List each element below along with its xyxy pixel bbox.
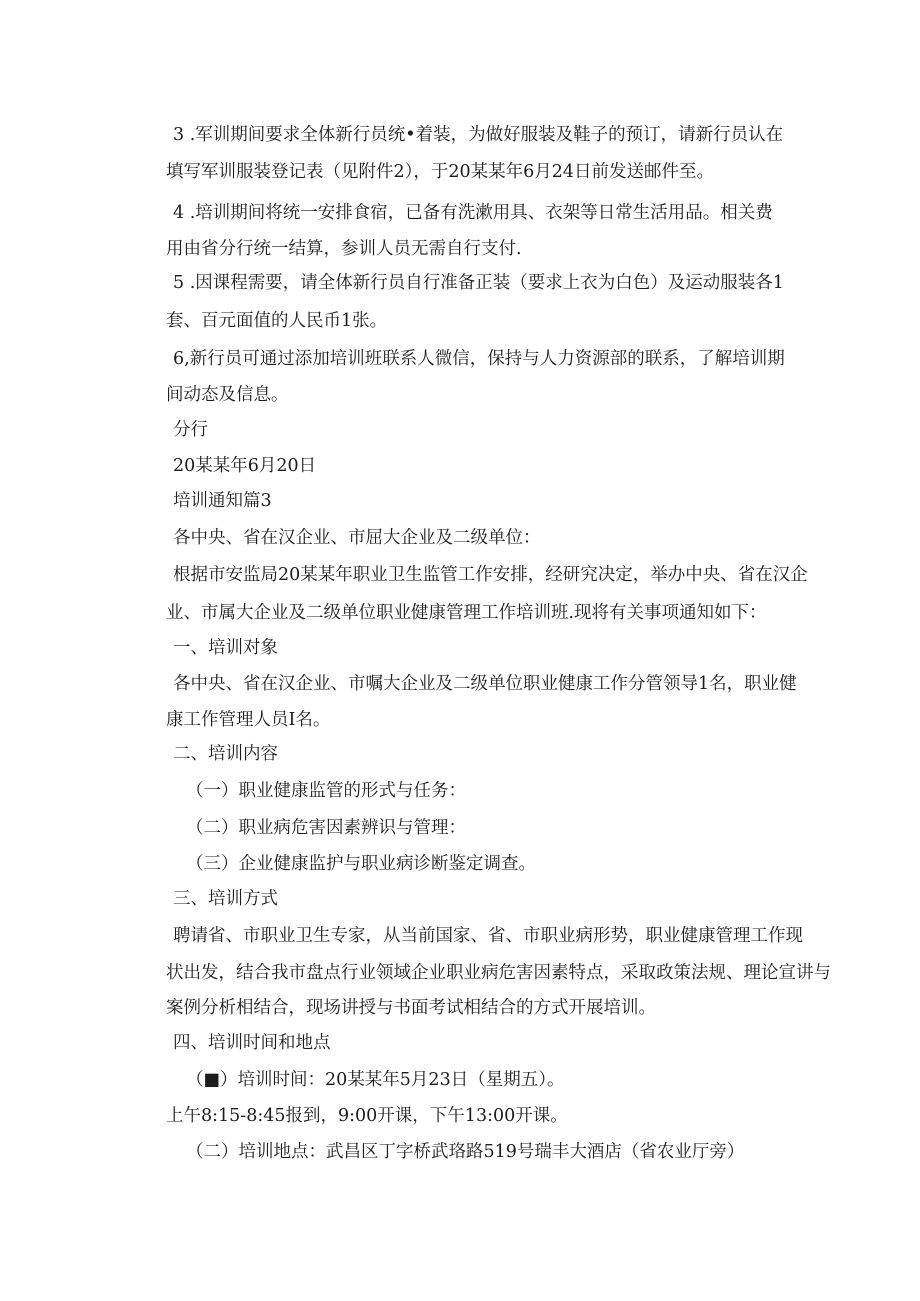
heading-line: 一、培训对象 bbox=[173, 638, 278, 658]
salutation-line: 各中央、省在汉企业、市屈大企业及二级单位： bbox=[173, 528, 541, 548]
paragraph-line: 5 .因课程需要，请全体新行员自行准备正装（要求上衣为白色）及运动服装各1 bbox=[173, 273, 784, 293]
paragraph-line: 上午8:15-8:45报到，9:00开课，下午13:00开课。 bbox=[166, 1106, 568, 1126]
paragraph-line: 间动态及信息。 bbox=[166, 385, 289, 405]
paragraph-line: 聘请省、市职业卫生专家，从当前国家、省、市职业病形势，职业健康管理工作现 bbox=[173, 926, 803, 946]
date-line: 20某某年6月20日 bbox=[173, 456, 317, 476]
heading-line: 二、培训内容 bbox=[173, 744, 278, 764]
paragraph-line: 各中央、省在汉企业、市嘱大企业及二级单位职业健康工作分管领导1名，职业健 bbox=[173, 674, 797, 694]
paragraph-line: 6,新行员可通过添加培训班联系人微信，保持与人力资源部的联系，了解培训期 bbox=[173, 349, 785, 369]
list-item: （■）培训时间：20某某年5月23日（星期五）。 bbox=[186, 1070, 565, 1090]
list-item: （一）职业健康监管的形式与任务： bbox=[186, 781, 466, 801]
paragraph-line: 业、市属大企业及二级单位职业健康管理工作培训班.现将有关事项通知如下： bbox=[166, 603, 767, 623]
paragraph-line: 套、百元面值的人民币1张。 bbox=[166, 311, 388, 331]
paragraph-line: 案例分析相结合，现场讲授与书面考试相结合的方式开展培训。 bbox=[166, 998, 656, 1018]
paragraph-line: 康工作管理人员I名。 bbox=[166, 710, 331, 730]
paragraph-line: 3 .军训期间要求全体新行员统•着装，为做好服装及鞋子的预订，请新行员认在 bbox=[173, 125, 784, 145]
heading-line: 三、培训方式 bbox=[173, 889, 278, 909]
signature-line: 分行 bbox=[173, 420, 208, 440]
list-item: （二）职业病危害因素辨识与管理： bbox=[186, 818, 466, 838]
paragraph-line: 状出发，结合我市盘点行业领域企业职业病危害因素特点，采取政策法规、理论宣讲与 bbox=[166, 963, 831, 983]
paragraph-line: 4 .培训期间将统一安排食宿，已备有洗漱用具、衣架等日常生活用品。相关费 bbox=[173, 203, 773, 223]
paragraph-line: 根据市安监局20某某年职业卫生监管工作安排，经研究决定，举办中央、省在汉企 bbox=[173, 565, 808, 585]
paragraph-line: 用由省分行统一结算，参训人员无需自行支付. bbox=[166, 239, 522, 259]
heading-line: 四、培训时间和地点 bbox=[173, 1033, 331, 1053]
paragraph-line: 填写军训服装登记表（见附件2），于20某某年6月24日前发送邮件至。 bbox=[166, 162, 715, 182]
list-item: （二）培训地点：武昌区丁字桥武珞路519号瑞丰大酒店（省农业厅旁） bbox=[186, 1142, 745, 1162]
list-item: （三）企业健康监护与职业病诊断鉴定调查。 bbox=[186, 854, 536, 874]
section-title: 培训通知篇3 bbox=[173, 491, 272, 511]
